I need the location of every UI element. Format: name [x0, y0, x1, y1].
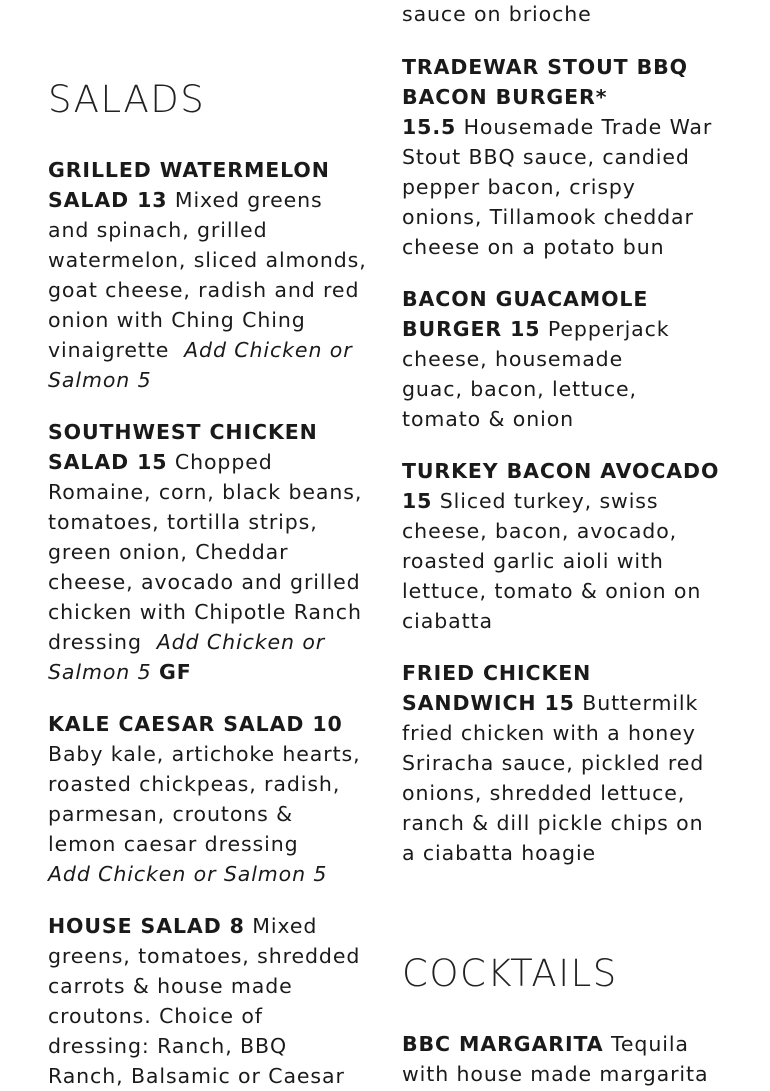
item-description: carrots & house made — [48, 974, 293, 998]
item-name: BBC MARGARITA — [402, 1032, 604, 1056]
item-description: Housemade Trade War — [463, 115, 713, 139]
item-description: vinaigrette — [48, 338, 170, 362]
item-description: onion with Ching Ching — [48, 308, 306, 332]
item-description: and spinach, grilled — [48, 218, 268, 242]
item-description: watermelon, sliced almonds, — [48, 248, 367, 272]
item-name: BACON BURGER* — [402, 85, 608, 109]
item-description: croutons. Choice of — [48, 1004, 263, 1028]
item-name: FRIED CHICKEN — [402, 661, 592, 685]
item-addon: Add Chicken or — [184, 338, 353, 362]
item-addon: Add Chicken or Salmon 5 — [48, 862, 328, 886]
item-description: roasted chickpeas, radish, — [48, 772, 341, 796]
item-description: chicken with Chipotle Ranch — [48, 600, 362, 624]
item-description: onions, shredded lettuce, — [402, 781, 686, 805]
item-description: cheese on a potato bun — [402, 235, 665, 259]
item-description: Chopped — [174, 450, 273, 474]
item-description: tomatoes, tortilla strips, — [48, 510, 318, 534]
item-description: dressing — [48, 630, 142, 654]
item-description: Mixed — [252, 914, 318, 938]
item-addon: Add Chicken or — [156, 630, 326, 654]
item-name: BACON GUACAMOLE — [402, 287, 649, 311]
salads-heading: SALADS — [48, 78, 206, 121]
item-addon: Salmon 5 — [48, 368, 152, 392]
gluten-free-badge: GF — [158, 660, 192, 684]
item-description: cheese, bacon, avocado, — [402, 519, 678, 543]
item-name: SANDWICH 15 — [402, 691, 575, 715]
item-description: greens, tomatoes, shredded — [48, 944, 361, 968]
item-description: Baby kale, artichoke hearts, — [48, 742, 361, 766]
item-addon: Salmon 5 — [48, 660, 152, 684]
item-description: lemon caesar dressing — [48, 832, 299, 856]
item-description: ranch & dill pickle chips on — [402, 811, 704, 835]
item-description: Pepperjack — [547, 317, 670, 341]
item-description: a ciabatta hoagie — [402, 841, 597, 865]
item-description: Sliced turkey, swiss — [439, 489, 659, 513]
item-description: cheese, housemade — [402, 347, 624, 371]
item-description: with house made margarita — [402, 1062, 709, 1086]
item-name: SALAD 13 — [48, 188, 168, 212]
item-description: Buttermilk — [582, 691, 699, 715]
item-name: SOUTHWEST CHICKEN — [48, 420, 318, 444]
item-description: goat cheese, radish and red — [48, 278, 360, 302]
item-description: onions, Tillamook cheddar — [402, 205, 694, 229]
item-description: lettuce, tomato & onion on — [402, 579, 702, 603]
item-description: Sriracha sauce, pickled red — [402, 751, 705, 775]
item-description: tomato & onion — [402, 407, 575, 431]
item-name: KALE CAESAR SALAD 10 — [48, 712, 343, 736]
item-name: BURGER 15 — [402, 317, 541, 341]
item-name: TRADEWAR STOUT BBQ — [402, 55, 688, 79]
item-description: Romaine, corn, black beans, — [48, 480, 363, 504]
item-description: cheese, avocado and grilled — [48, 570, 361, 594]
item-description: Tequila — [610, 1032, 689, 1056]
item-description: Ranch, Balsamic or Caesar — [48, 1064, 345, 1088]
item-description: pepper bacon, crispy — [402, 175, 636, 199]
item-description: ciabatta — [402, 609, 493, 633]
item-description: roasted garlic aioli with — [402, 549, 664, 573]
item-name: TURKEY BACON AVOCADO — [402, 459, 720, 483]
item-description: dressing: Ranch, BBQ — [48, 1034, 287, 1058]
item-price: 15.5 — [402, 115, 457, 139]
cocktails-heading: COCKTAILS — [402, 952, 618, 995]
item-description: guac, bacon, lettuce, — [402, 377, 637, 401]
item-description: parmesan, croutons & — [48, 802, 294, 826]
item-description: green onion, Cheddar — [48, 540, 289, 564]
item-name: HOUSE SALAD 8 — [48, 914, 245, 938]
item-name: GRILLED WATERMELON — [48, 158, 330, 182]
item-name: SALAD 15 — [48, 450, 168, 474]
item-description: Mixed greens — [174, 188, 323, 212]
item-description: sauce on brioche — [402, 2, 592, 26]
item-price: 15 — [402, 489, 433, 513]
item-description: fried chicken with a honey — [402, 721, 696, 745]
item-description: Stout BBQ sauce, candied — [402, 145, 690, 169]
